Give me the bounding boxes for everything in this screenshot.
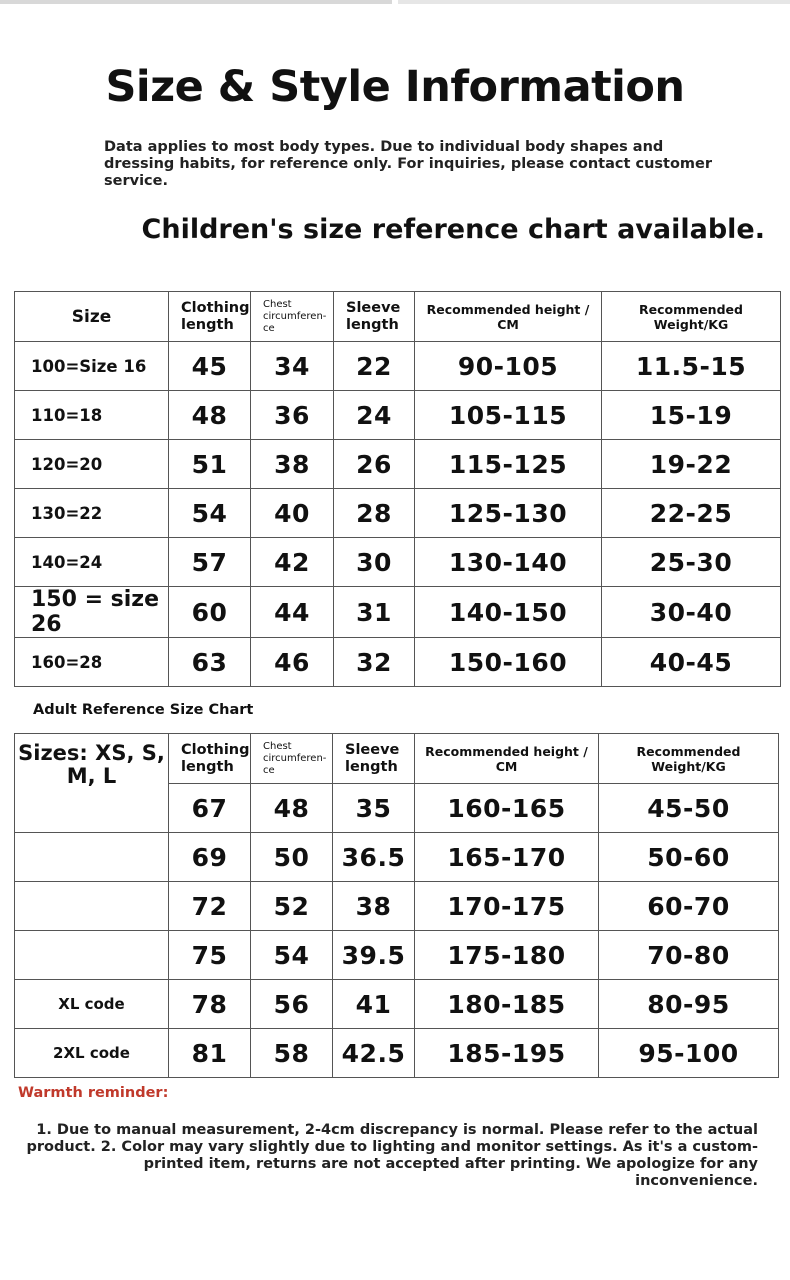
chest-cell: 44 [251, 587, 334, 638]
sleeve-cell: 22 [334, 342, 415, 391]
height-cell: 180-185 [415, 980, 599, 1029]
kids-size-table [14, 291, 781, 687]
sleeve-cell: 41 [333, 980, 415, 1029]
weight-cell: 19-22 [602, 440, 781, 489]
table-row [15, 538, 781, 587]
table-row [15, 342, 781, 391]
height-cell: 185-195 [415, 1029, 599, 1078]
size-cell: 150 = size 26 [15, 587, 169, 638]
col-header-weight: Recommended Weight/KG [599, 734, 779, 784]
chest-cell: 50 [251, 833, 333, 882]
chest-cell: 58 [251, 1029, 333, 1078]
height-cell: 125-130 [415, 489, 602, 538]
chest-cell: 36 [251, 391, 334, 440]
table-row [15, 587, 781, 638]
height-cell: 175-180 [415, 931, 599, 980]
weight-cell: 11.5-15 [602, 342, 781, 391]
table-row [15, 638, 781, 687]
clothing-length-cell: 48 [169, 391, 251, 440]
col-header-size: Size [15, 292, 169, 342]
size-cell: 120=20 [15, 440, 169, 489]
weight-cell: 22-25 [602, 489, 781, 538]
clothing-length-cell: 72 [169, 882, 251, 931]
sleeve-cell: 39.5 [333, 931, 415, 980]
height-cell: 165-170 [415, 833, 599, 882]
height-cell: 170-175 [415, 882, 599, 931]
clothing-length-cell: 45 [169, 342, 251, 391]
height-cell: 160-165 [415, 784, 599, 833]
sleeve-cell: 36.5 [333, 833, 415, 882]
chest-cell: 40 [251, 489, 334, 538]
chest-cell: 56 [251, 980, 333, 1029]
clothing-length-cell: 81 [169, 1029, 251, 1078]
chest-cell: 38 [251, 440, 334, 489]
intro-text: Data applies to most body types. Due to individual body shapes and dressing habits, for reference only. For inquiries, please contact customer service. [104, 139, 713, 189]
size-cell: XL code [15, 980, 169, 1029]
clothing-length-cell: 54 [169, 489, 251, 538]
clothing-length-cell: 67 [169, 784, 251, 833]
table-row [15, 833, 779, 882]
clothing-length-cell: 57 [169, 538, 251, 587]
sleeve-cell: 28 [334, 489, 415, 538]
page-title: Size & Style Information [105, 62, 685, 112]
size-cell: 100=Size 16 [15, 342, 169, 391]
table-row [15, 391, 781, 440]
col-header-sizes: Sizes: XS, S, M, L [15, 734, 169, 833]
size-cell: 140=24 [15, 538, 169, 587]
chest-cell: 54 [251, 931, 333, 980]
weight-cell: 70-80 [599, 931, 779, 980]
kids-chart-note: Children's size reference chart available. [141, 214, 765, 245]
table-row [15, 440, 781, 489]
weight-cell: 30-40 [602, 587, 781, 638]
table-row [15, 489, 781, 538]
size-cell [15, 931, 169, 980]
size-cell [15, 833, 169, 882]
col-header-chest: Chest circumferen-ce [251, 734, 333, 784]
height-cell: 150-160 [415, 638, 602, 687]
weight-cell: 45-50 [599, 784, 779, 833]
table-header-row [15, 734, 779, 784]
clothing-length-cell: 63 [169, 638, 251, 687]
adult-size-table [14, 733, 779, 1078]
height-cell: 140-150 [415, 587, 602, 638]
sleeve-cell: 38 [333, 882, 415, 931]
weight-cell: 95-100 [599, 1029, 779, 1078]
weight-cell: 40-45 [602, 638, 781, 687]
weight-cell: 25-30 [602, 538, 781, 587]
chest-cell: 42 [251, 538, 334, 587]
sleeve-cell: 24 [334, 391, 415, 440]
size-cell: 160=28 [15, 638, 169, 687]
sleeve-cell: 42.5 [333, 1029, 415, 1078]
weight-cell: 80-95 [599, 980, 779, 1029]
chest-cell: 52 [251, 882, 333, 931]
col-header-height: Recommended height / CM [415, 292, 602, 342]
weight-cell: 50-60 [599, 833, 779, 882]
warmth-reminder-title: Warmth reminder: [18, 1085, 169, 1101]
sleeve-cell: 26 [334, 440, 415, 489]
col-header-weight: Recommended Weight/KG [602, 292, 781, 342]
height-cell: 115-125 [415, 440, 602, 489]
height-cell: 130-140 [415, 538, 602, 587]
weight-cell: 15-19 [602, 391, 781, 440]
col-header-clothing-length: Clothing length [169, 292, 251, 342]
size-cell: 110=18 [15, 391, 169, 440]
col-header-clothing-length: Clothing length [169, 734, 251, 784]
sleeve-cell: 31 [334, 587, 415, 638]
weight-cell: 60-70 [599, 882, 779, 931]
size-cell: 2XL code [15, 1029, 169, 1078]
table-row [15, 882, 779, 931]
size-cell: 130=22 [15, 489, 169, 538]
col-header-chest: Chest circumferen-ce [251, 292, 334, 342]
size-cell [15, 882, 169, 931]
warmth-reminder-note: 1. Due to manual measurement, 2-4cm discrepancy is normal. Please refer to the actual product. 2. Color may vary slightly due to lighting and monitor settings. As it's a custom-printed item, returns are not accepted after printing. We apologize for any inconvenience. [26, 1122, 758, 1189]
table-row [15, 980, 779, 1029]
top-image-edge-left [0, 0, 392, 4]
sleeve-cell: 30 [334, 538, 415, 587]
clothing-length-cell: 69 [169, 833, 251, 882]
chest-cell: 46 [251, 638, 334, 687]
col-header-sleeve-length: Sleeve length [333, 734, 415, 784]
col-header-height: Recommended height / CM [415, 734, 599, 784]
top-image-edge-right [398, 0, 790, 4]
clothing-length-cell: 78 [169, 980, 251, 1029]
height-cell: 105-115 [415, 391, 602, 440]
clothing-length-cell: 51 [169, 440, 251, 489]
table-row [15, 1029, 779, 1078]
chest-cell: 48 [251, 784, 333, 833]
chest-cell: 34 [251, 342, 334, 391]
height-cell: 90-105 [415, 342, 602, 391]
table-row [15, 931, 779, 980]
col-header-sleeve-length: Sleeve length [334, 292, 415, 342]
clothing-length-cell: 75 [169, 931, 251, 980]
sleeve-cell: 32 [334, 638, 415, 687]
table-header-row [15, 292, 781, 342]
sleeve-cell: 35 [333, 784, 415, 833]
adult-chart-title: Adult Reference Size Chart [33, 702, 254, 718]
clothing-length-cell: 60 [169, 587, 251, 638]
